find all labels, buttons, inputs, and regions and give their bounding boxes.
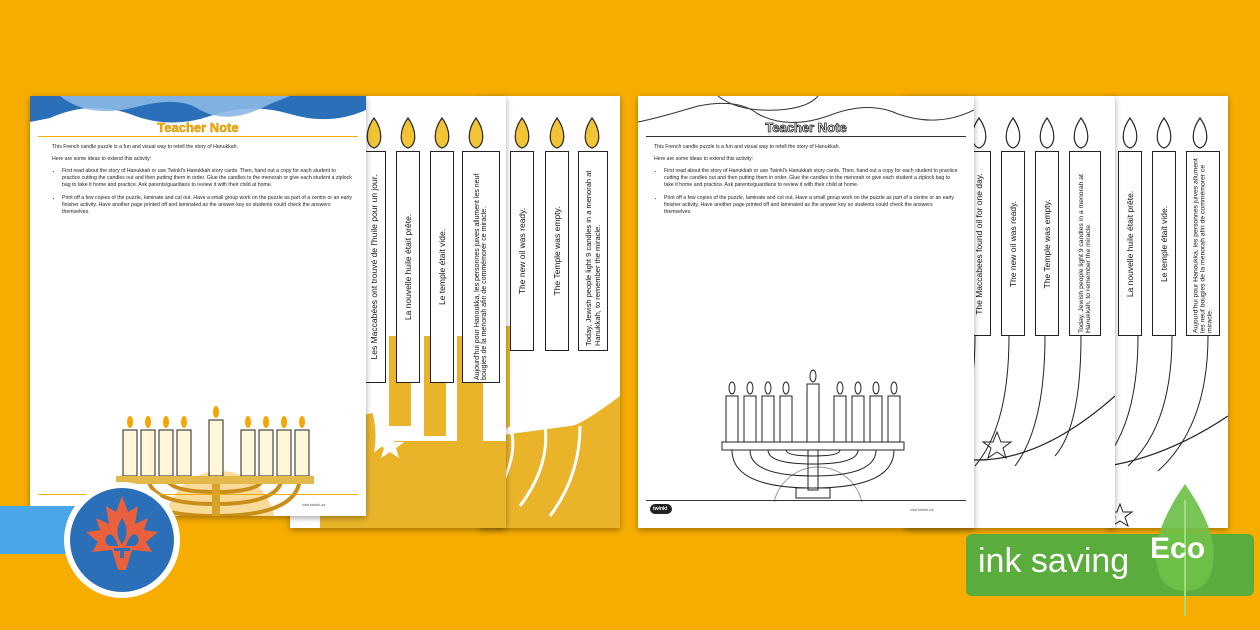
candle-strip-label: Les Maccabées ont trouvé de l'huile pour un jour. [369, 174, 379, 360]
candle-strip [430, 151, 454, 383]
teacher-note-title: Teacher Note [765, 120, 847, 135]
eco-tag: Eco [1150, 532, 1206, 565]
candle-strip-label: The Maccabees found oil for one day. [974, 172, 984, 315]
candle-strip [1069, 151, 1101, 336]
candle-strip-label: The Temple was empty. [552, 206, 562, 296]
ideas-heading: Here are some ideas to extend this activity: [654, 156, 754, 162]
candle-strip [1001, 151, 1025, 336]
candle-strip-label: Le temple était vide. [437, 228, 447, 306]
footer-rule [646, 500, 966, 501]
candle-strip-label: Aujourd'hui pour Hanoukka, les personnes juives allument les neuf bougies de la menorah afin de commémorer ce miracle. [1192, 157, 1214, 333]
candle-strip [462, 151, 500, 383]
teacher-note-body [654, 144, 960, 222]
ink-saving-label: ink saving [978, 542, 1130, 580]
idea-bullet: • Print off a few copies of the puzzle, laminate and cut out. Have a small group work on the puzzle as part of a centre or an early finisher activity. Have another page printed off and laminated as the answer key so students could check the answers themselves. [62, 195, 352, 216]
bw-teacher-note-page [638, 96, 974, 528]
footer-url: visit twinkl.ca [910, 507, 934, 512]
candle-strip [1118, 151, 1142, 336]
candle-strip [396, 151, 420, 383]
candle-strip [510, 151, 534, 351]
outline-menorah-illustration [718, 332, 908, 502]
teacher-note-body [52, 144, 352, 222]
ideas-heading: Here are some ideas to extend this activity: [52, 156, 152, 162]
intro-text: This French candle puzzle is a fun and visual way to retell the story of Hanukkah. [654, 144, 840, 150]
candle-strip-label: Today, Jewish people light 9 candles in a menorah at Hanukkah, to remember the miracle. [584, 170, 602, 346]
candle-strip [545, 151, 569, 351]
candle-strip-label: The new oil was ready. [517, 207, 527, 295]
teacher-note-title: Teacher Note [157, 120, 239, 135]
title-underline [646, 136, 966, 137]
bw-french-candle-sheet [1108, 96, 1228, 528]
twinkl-logo-text: twinkl [653, 506, 668, 512]
title-underline [38, 136, 358, 137]
candle-strip [1186, 151, 1220, 336]
candle-strip-label: Today, Jewish people light 9 candles in a menorah at Hanukkah, to remember the miracle. [1078, 173, 1092, 333]
idea-bullet: • First read about the story of Hanukkah or use Twinkl's Hanukkah story cards. Then, hand out a copy for each student to practice cutting the candles out and then putting them in order. Glue the candles to the menorah or give each student a ziplock bag to take it home and practice. Ask parents/guardians to review it with their child at home. [664, 168, 960, 189]
flame-icon [360, 114, 506, 154]
flame-outline-icon [1118, 114, 1228, 154]
candle-strip-label: The Temple was empty. [1042, 199, 1052, 288]
candle-strip [578, 151, 608, 351]
candle-strip-label: Aujourd'hui pour Hanoukka, les personnes juives allument les neuf bougies de la menorah afin de commémorer ce miracle. [474, 173, 488, 380]
maple-leaf-fleur-de-lis-badge [60, 478, 184, 602]
candle-strip-label: La nouvelle huile était prête. [1125, 190, 1135, 297]
candle-strip-label: Le temple était vide. [1159, 205, 1169, 282]
colour-teacher-note-page [30, 96, 366, 516]
flame-icon [510, 114, 620, 154]
flame-outline-icon [965, 114, 1115, 154]
idea-bullet: • First read about the story of Hanukkah or use Twinkl's Hanukkah story cards. Then, hand out a copy for each student to practice cutting the candles out and then putting them in order. Glue the candles to the menorah or give each student a ziplock bag to take it home and practice. Ask parents/guardians to review it with their child at home. [62, 168, 352, 189]
candle-strip-label: La nouvelle huile était prête. [403, 213, 413, 321]
candle-strip [1035, 151, 1059, 336]
intro-text: This French candle puzzle is a fun and visual way to retell the story of Hanukkah. [52, 144, 238, 150]
footer-url: visit twinkl.ca [302, 502, 326, 507]
idea-bullet: • Print off a few copies of the puzzle, laminate and cut out. Have a small group work on the puzzle as part of a centre or an early finisher activity. Have another page printed off and laminated as the answer key so students could check the answers themselves. [664, 195, 960, 216]
candle-strip-label: The new oil was ready. [1008, 200, 1018, 287]
candle-strip [1152, 151, 1176, 336]
